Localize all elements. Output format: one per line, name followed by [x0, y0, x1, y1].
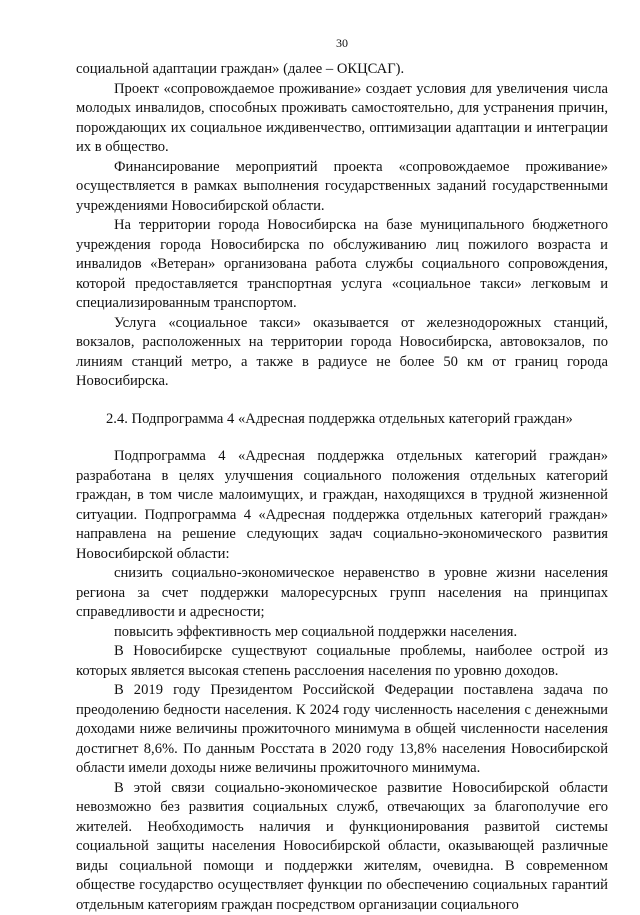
section-heading: 2.4. Подпрограмма 4 «Адресная поддержка отдельных категорий граждан»	[76, 410, 608, 430]
paragraph-project-description: Проект «сопровождаемое проживание» создает условия для увеличения числа молодых инвалидов, способных проживать самостоятельно, для устранения причин, порождающих их социальное иждивенчество, оптимизации адаптации и интеграции их в общество.	[76, 80, 608, 158]
paragraph-task-efficiency: повысить эффективность мер социальной поддержки населения.	[76, 623, 608, 643]
paragraph-subprogram-purpose: Подпрограмма 4 «Адресная поддержка отдельных категорий граждан» разработана в целях улучшения социального положения отдельных категорий граждан, в том числе малоимущих, и граждан, находящихся в трудной жизненной ситуации. Подпрограмма 4 «Адресная поддержка отдельных категорий граждан» направлена на решение следующих задач социально-экономического развития Новосибирской области:	[76, 447, 608, 564]
paragraph-task-reduce-inequality: снизить социально-экономическое неравенство в уровне жизни населения региона за счет поддержки малоресурсных групп населения на принципах справедливости и адресности;	[76, 564, 608, 623]
paragraph-veteran-service: На территории города Новосибирска на базе муниципального бюджетного учреждения города Новосибирска по обслуживанию лиц пожилого возраста и инвалидов «Ветеран» организована работа службы социального сопровождения, которой предоставляется транспортная услуга «социальное такси» легковым и специализированным транспортом.	[76, 216, 608, 314]
paragraph-social-problems: В Новосибирске существуют социальные проблемы, наиболее острой из которых является высокая степень расслоения населения по уровню доходов.	[76, 642, 608, 681]
paragraph-continuation: социальной адаптации граждан» (далее – ОКЦСАГ).	[76, 60, 608, 80]
paragraph-social-taxi: Услуга «социальное такси» оказывается от железнодорожных станций, вокзалов, расположенных на территории города Новосибирска, автовокзалов, по линиям станций метро, а также в радиусе не более 50 км от границ города Новосибирска.	[76, 314, 608, 392]
paragraph-social-development: В этой связи социально-экономическое развитие Новосибирской области невозможно без развития социальных служб, отвечающих за благополучие его жителей. Необходимость наличия и функционирования развитой системы социальной защиты населения Новосибирской области, оказывающей различные виды социальной помощи и поддержки жителям, очевидна. В современном обществе государство осуществляет функции по обеспечению социальных гарантий отдельным категориям граждан посредством организации социального	[76, 779, 608, 915]
paragraph-financing: Финансирование мероприятий проекта «сопровождаемое проживание» осуществляется в рамках выполнения государственных заданий государственными учреждениями Новосибирской области.	[76, 158, 608, 217]
paragraph-poverty-statistics: В 2019 году Президентом Российской Федерации поставлена задача по преодолению бедности населения. К 2024 году численность населения с денежными доходами ниже величины прожиточного минимума в общей численности населения достигнет 8,6%. По данным Росстата в 2020 году 13,8% населения Новосибирской области имели доходы ниже величины прожиточного минимума.	[76, 681, 608, 779]
page-number: 30	[76, 36, 608, 50]
